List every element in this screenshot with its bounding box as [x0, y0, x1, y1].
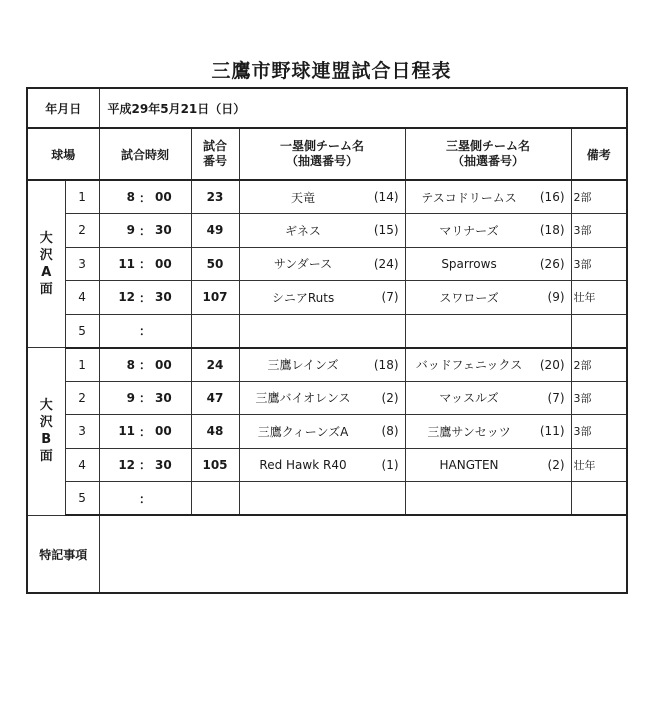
game-number: 50	[191, 247, 239, 281]
row-note: 壮年	[571, 281, 627, 315]
third-base-draw-number: (9)	[547, 290, 565, 305]
header-game-number: 試合 番号	[191, 128, 239, 180]
first-base-team-name: 天竜	[291, 190, 316, 205]
game-time: 8 ： 00	[99, 348, 191, 382]
table-row	[27, 381, 627, 415]
third-base-team	[405, 214, 571, 248]
slot-number: 5	[65, 482, 99, 516]
third-base-team-name	[406, 315, 533, 347]
first-base-team	[239, 180, 405, 214]
header-venue: 球場	[27, 128, 99, 180]
row-note: 3部	[571, 381, 627, 415]
special-notes-label: 特記事項	[27, 515, 99, 593]
first-base-team	[239, 214, 405, 248]
third-base-team-name: マッスルズ	[439, 391, 499, 406]
third-base-team	[405, 381, 571, 415]
slot-number: 3	[65, 247, 99, 281]
third-base-draw-number: (26)	[539, 256, 565, 271]
row-note	[571, 314, 627, 348]
table-row	[27, 247, 627, 281]
game-time: 11 ： 00	[99, 247, 191, 281]
first-base-team	[239, 314, 405, 348]
first-base-team-name: シニアRuts	[271, 290, 335, 305]
game-number: 23	[191, 180, 239, 214]
third-base-team	[405, 415, 571, 449]
slot-number: 1	[65, 180, 99, 214]
third-base-team-name: Sparrows	[441, 256, 497, 271]
first-base-team	[239, 415, 405, 449]
game-time: 8 ： 00	[99, 180, 191, 214]
third-base-team	[405, 348, 571, 382]
first-base-draw-number: (18)	[373, 357, 399, 372]
third-base-draw-number: (18)	[539, 223, 565, 238]
third-base-draw-number: (7)	[547, 390, 565, 405]
first-base-team-name: ギネス	[285, 223, 321, 238]
third-base-team	[405, 247, 571, 281]
first-base-team-name: Red Hawk R40	[259, 457, 347, 472]
slot-number: 5	[65, 314, 99, 348]
first-base-team-name: サンダース	[273, 257, 333, 272]
game-number: 47	[191, 381, 239, 415]
header-third-base-team: 三塁側チーム名 （抽選番号）	[405, 128, 571, 180]
table-row	[27, 415, 627, 449]
first-base-team-name	[240, 315, 367, 347]
third-base-draw-number: (2)	[547, 457, 565, 472]
game-time: 11 ： 00	[99, 415, 191, 449]
first-base-draw-number: (15)	[373, 223, 399, 238]
third-base-team-name: マリナーズ	[439, 223, 499, 238]
slot-number: 2	[65, 214, 99, 248]
first-base-team-name	[240, 482, 367, 514]
schedule-table	[26, 87, 628, 594]
first-base-team	[239, 348, 405, 382]
first-base-team-name: 三鷹クィーンズA	[257, 424, 349, 439]
third-base-team	[405, 281, 571, 315]
third-base-team	[405, 180, 571, 214]
row-note	[571, 482, 627, 516]
first-base-team-name: 三鷹レインズ	[267, 358, 339, 372]
third-base-team	[405, 448, 571, 482]
row-note: 壮年	[571, 448, 627, 482]
table-row	[27, 314, 627, 348]
game-number: 107	[191, 281, 239, 315]
first-base-team	[239, 482, 405, 516]
third-base-team-name: スワローズ	[439, 290, 499, 305]
header-first-base-team: 一塁側チーム名 （抽選番号）	[239, 128, 405, 180]
game-time: 12 ： 30	[99, 281, 191, 315]
slot-number: 3	[65, 415, 99, 449]
table-row	[27, 448, 627, 482]
first-base-team	[239, 448, 405, 482]
venue-name: 大 沢 B 面	[27, 348, 65, 516]
header-notes: 備考	[571, 128, 627, 180]
table-row	[27, 482, 627, 516]
third-base-team-name: HANGTEN	[439, 457, 499, 472]
game-time: ：	[99, 314, 191, 348]
row-note: 3部	[571, 247, 627, 281]
table-row	[27, 348, 627, 382]
game-number	[191, 482, 239, 516]
venue-name: 大 沢 A 面	[27, 180, 65, 348]
slot-number: 1	[65, 348, 99, 382]
game-time: 9 ： 30	[99, 381, 191, 415]
game-number	[191, 314, 239, 348]
table-row	[27, 180, 627, 214]
game-number: 49	[191, 214, 239, 248]
special-notes-row	[27, 515, 627, 593]
first-base-team	[239, 281, 405, 315]
third-base-team-name: 三鷹サンセッツ	[427, 424, 511, 439]
third-base-team	[405, 314, 571, 348]
first-base-team-name: 三鷹バイオレンス	[255, 391, 351, 406]
third-base-draw-number: (20)	[539, 357, 565, 372]
first-base-draw-number: (14)	[373, 190, 399, 204]
first-base-team	[239, 381, 405, 415]
game-number: 24	[191, 348, 239, 382]
third-base-draw-number: (11)	[539, 424, 565, 439]
first-base-team	[239, 247, 405, 281]
row-note: 2部	[571, 180, 627, 214]
first-base-draw-number: (2)	[381, 390, 399, 405]
third-base-draw-number: (16)	[539, 190, 565, 204]
header-time: 試合時刻	[99, 128, 191, 180]
game-time: 9 ： 30	[99, 214, 191, 248]
special-notes-value	[99, 515, 627, 593]
third-base-team-name: テスコドリームス	[421, 190, 517, 205]
slot-number: 4	[65, 448, 99, 482]
game-time: ：	[99, 482, 191, 516]
row-note: 3部	[571, 415, 627, 449]
first-base-draw-number: (1)	[381, 457, 399, 472]
date-label: 年月日	[27, 88, 99, 128]
first-base-draw-number: (8)	[381, 424, 399, 439]
first-base-draw-number: (7)	[381, 290, 399, 305]
page-title: 三鷹市野球連盟試合日程表	[211, 60, 452, 82]
row-note: 2部	[571, 348, 627, 382]
third-base-team-name	[406, 482, 533, 514]
game-number: 48	[191, 415, 239, 449]
game-time: 12 ： 30	[99, 448, 191, 482]
row-note: 3部	[571, 214, 627, 248]
table-row	[27, 214, 627, 248]
table-row	[27, 281, 627, 315]
date-row	[27, 88, 627, 128]
game-number: 105	[191, 448, 239, 482]
third-base-team	[405, 482, 571, 516]
slot-number: 2	[65, 381, 99, 415]
date-value: 平成29年5月21日（日）	[99, 88, 627, 128]
third-base-team-name: バッドフェニックス	[415, 358, 523, 372]
header-row	[27, 128, 627, 180]
first-base-draw-number: (24)	[373, 256, 399, 271]
slot-number: 4	[65, 281, 99, 315]
